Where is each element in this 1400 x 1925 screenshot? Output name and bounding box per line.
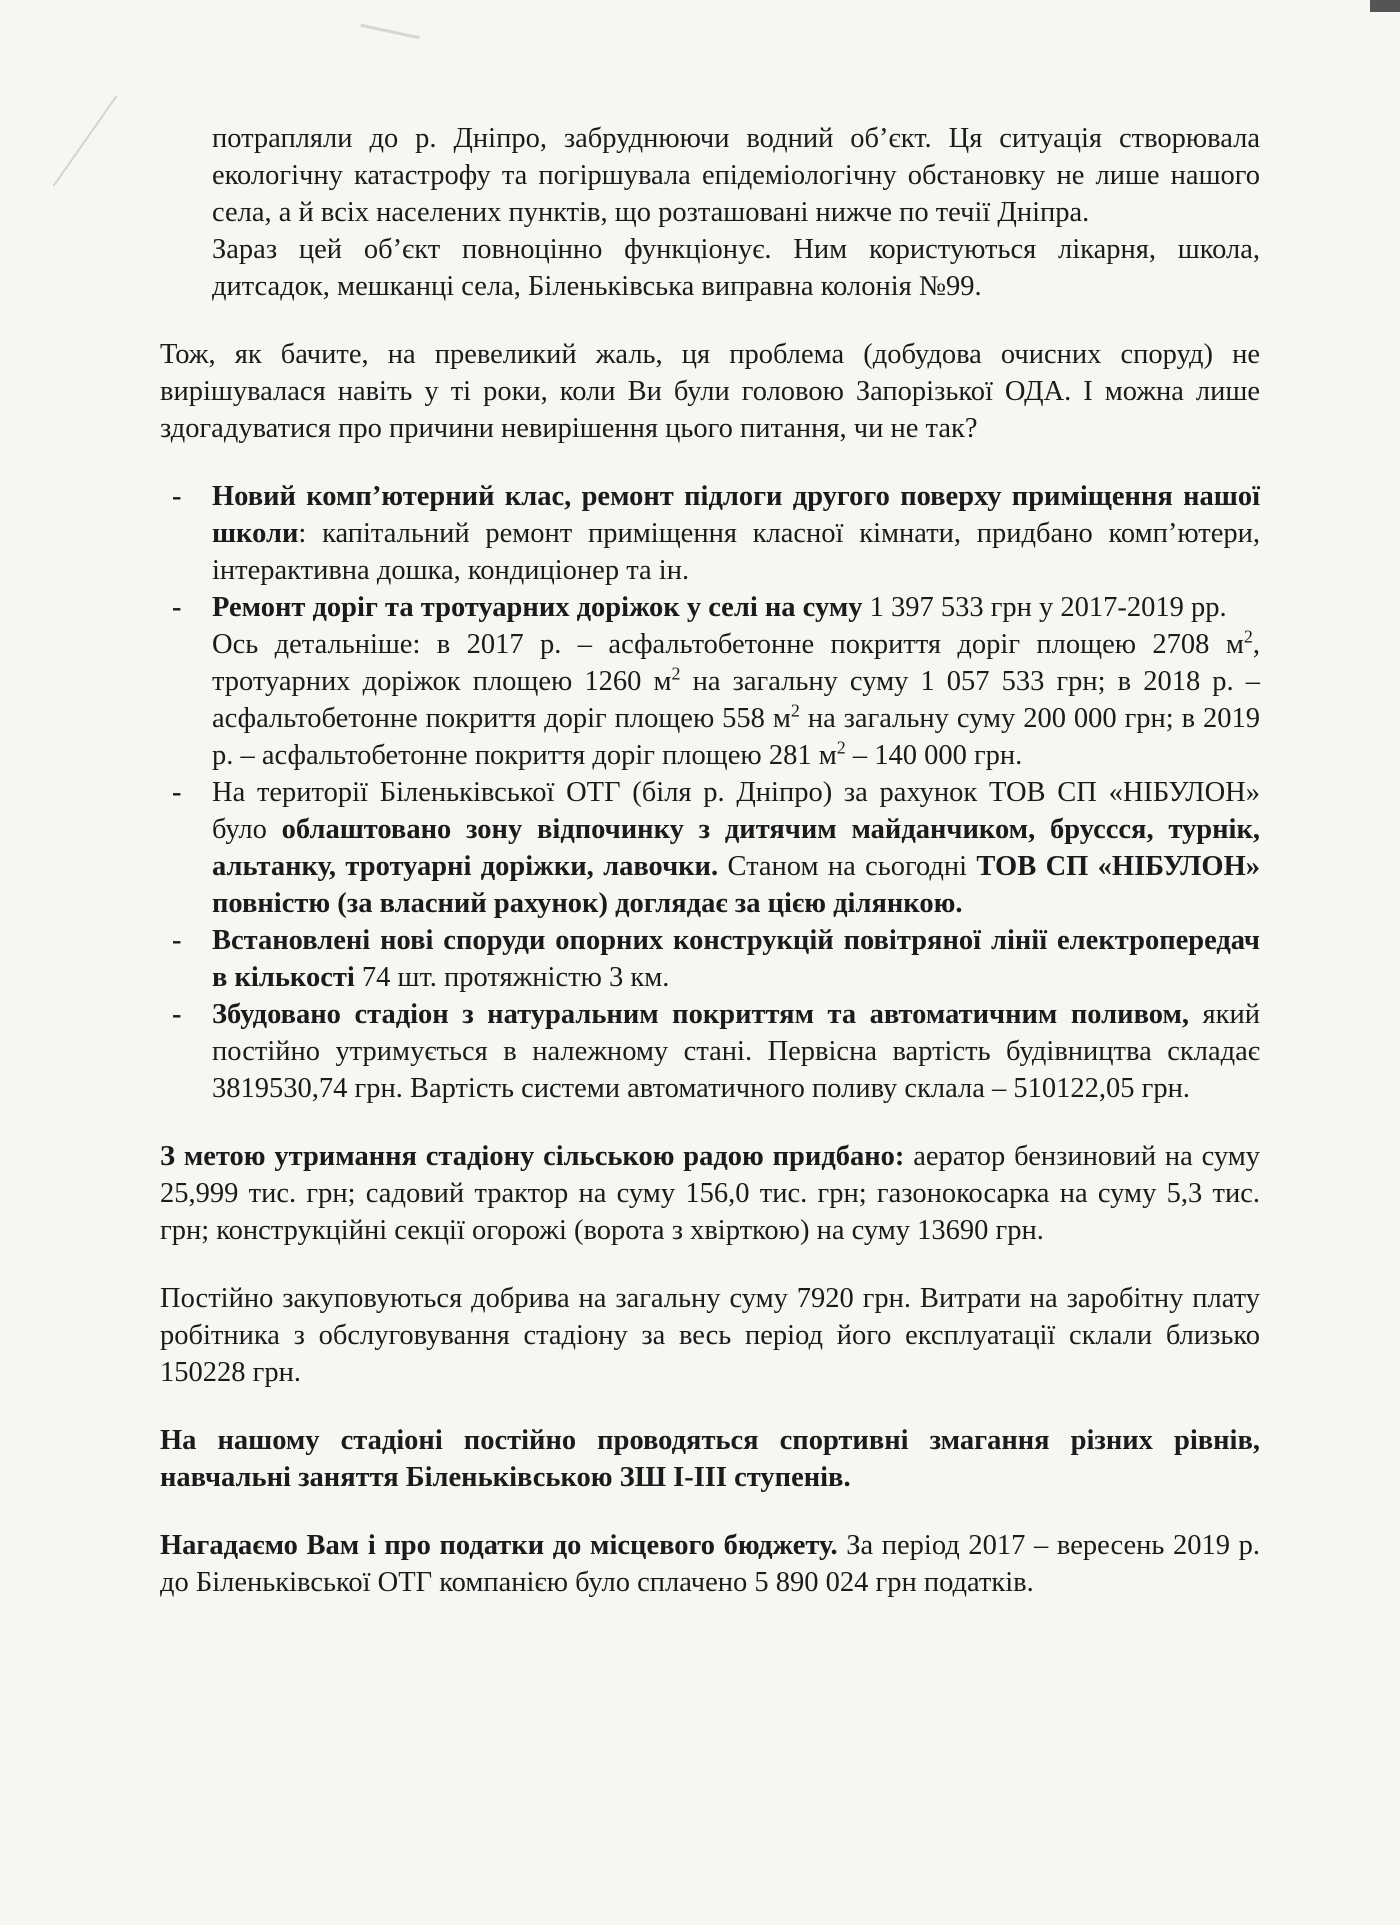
- list-item: [160, 996, 1260, 1107]
- bold-text: З метою утримання стадіону сільською радою придбано:: [160, 1141, 905, 1172]
- bold-text: Новий комп’ютерний клас, ремонт підлоги другого поверху приміщення нашої школи: [212, 481, 1260, 549]
- superscript: 2: [671, 663, 681, 684]
- text: 74 шт. протяжністю 3 км.: [354, 962, 670, 993]
- text: 1 397 533 грн у 2017-2019 рр.: [862, 592, 1227, 623]
- achievements-list: [160, 478, 1260, 1107]
- list-item: [160, 922, 1260, 996]
- superscript: 2: [790, 700, 800, 721]
- bold-text: На нашому стадіоні постійно проводяться спортивні змагання різних рівнів, навчальні заняття Біленьківською ЗШ І-ІІІ ступенів.: [160, 1425, 1260, 1493]
- paragraph: потрапляли до р. Дніпро, забруднюючи водний об’єкт. Ця ситуація створювала екологічну катастрофу та погіршувала епідеміологічну обстановку не лише нашого села, а й всіх населених пунктів, що розташовані нижче по течії Дніпра.: [212, 123, 1260, 228]
- paragraph: Зараз цей об’єкт повноцінно функціонує. Ним користуються лікарня, школа, дитсадок, мешканці села, Біленьківська виправна колонія №99.: [212, 234, 1260, 302]
- text: на загальну суму 1 057 533 грн; в 2018 р. – асфальтобетонне покриття доріг площею 558 м: [212, 666, 1260, 734]
- text: За період 2017 – вересень 2019 р. до Біленьківської ОТГ компанією було сплачено 5 890 024 грн податків.: [160, 1530, 1260, 1598]
- text: аератор бензиновий на суму 25,999 тис. грн; садовий трактор на суму 156,0 тис. грн; газонокосарка на суму 5,3 тис. грн; конструкційні секції огорожі (ворота з хвірткою) на суму 13690 грн.: [160, 1141, 1261, 1246]
- text: який постійно утримується в належному стані. Первісна вартість будівництва складає 3819530,74 грн. Вартість системи автоматичного поливу склала – 510122,05 грн.: [212, 999, 1260, 1104]
- bold-text: Збудовано стадіон з натуральним покриттям та автоматичним поливом,: [212, 999, 1190, 1030]
- bold-text: облаштовано зону відпочинку з дитячим майданчиком, бруссся, турнік, альтанку, тротуарні доріжки, лавочки.: [212, 814, 1260, 882]
- superscript: 2: [1243, 626, 1253, 647]
- paragraph: [160, 1138, 1260, 1249]
- bold-text: Нагадаємо Вам і про податки до місцевого бюджету.: [160, 1530, 838, 1561]
- text: на загальну суму 200 000 грн; в 2019 р. – асфальтобетонне покриття доріг площею 281 м: [212, 703, 1260, 771]
- text: : капітальний ремонт приміщення класної кімнати, придбано комп’ютери, інтерактивна дошка, кондиціонер та ін.: [212, 518, 1260, 586]
- text: На території Біленьківської ОТГ (біля р. Дніпро) за рахунок ТОВ СП «НІБУЛОН» було: [212, 777, 1260, 845]
- paragraph-continuation: [160, 120, 1260, 305]
- paragraph: [160, 1422, 1260, 1496]
- paragraph: [160, 1527, 1260, 1601]
- bold-text: Встановлені нові споруди опорних конструкцій повітряної лінії електропередач в кількості: [212, 925, 1260, 993]
- text: , тротуарних доріжок площею 1260 м: [212, 629, 1260, 697]
- paragraph: Постійно закуповуються добрива на загальну суму 7920 грн. Витрати на заробітну плату робітника з обслуговування стадіону за весь період його експлуатації склали близько 150228 грн.: [160, 1283, 1260, 1388]
- document-body: [160, 120, 1260, 1601]
- scan-edge: [1370, 0, 1400, 12]
- text: – 140 000 грн.: [845, 740, 1023, 771]
- bold-text: ТОВ СП «НІБУЛОН» повністю (за власний рахунок) доглядає за цією ділянкою.: [212, 851, 1260, 919]
- list-item: [160, 478, 1260, 589]
- superscript: 2: [836, 737, 846, 758]
- paragraph: Тож, як бачите, на превеликий жаль, ця проблема (добудова очисних споруд) не вирішувалася навіть у ті роки, коли Ви були головою Запорізької ОДА. І можна лише здогадуватися про причини невирішення цього питання, чи не так?: [160, 339, 1260, 444]
- text: Ось детальніше: в 2017 р. – асфальтобетонне покриття доріг площею 2708 м: [212, 629, 1244, 660]
- scan-artifact: [360, 24, 419, 39]
- list-item: [160, 589, 1260, 774]
- bold-text: Ремонт доріг та тротуарних доріжок у селі на суму: [212, 592, 863, 623]
- scan-artifact: [53, 95, 118, 186]
- text: Станом на сьогодні: [718, 851, 977, 882]
- list-item: [160, 774, 1260, 922]
